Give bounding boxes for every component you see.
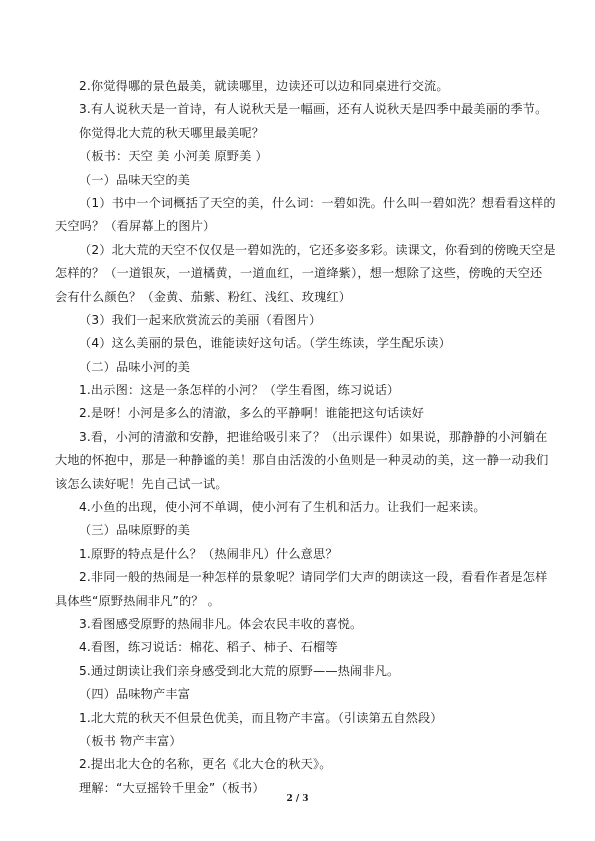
text-line: 2.是呀！小河是多么的清澈，多么的平静啊！谁能把这句话读好: [79, 406, 425, 421]
text-line: （一）品味天空的美: [79, 172, 191, 187]
text-line: 1.原野的特点是什么？（热闹非凡）什么意思？: [79, 546, 338, 561]
text-line: （三）品味原野的美: [79, 523, 191, 538]
text-line: 2.非同一般的热闹是一种怎样的景象呢？请同学们大声的朗读这一段，看看作者是怎样: [79, 570, 548, 585]
text-line: （四）品味物产丰富: [79, 687, 191, 702]
text-line: 3.看，小河的清澈和安静，把谁给吸引来了？（出示课件）如果说，那静静的小河躺在: [79, 429, 548, 444]
text-line: 你觉得北大荒的秋天哪里最美呢？: [79, 125, 265, 140]
text-line: （4）这么美丽的景色，谁能读好这句话。（学生练读，学生配乐读）: [79, 336, 451, 351]
text-line: 理解：“大豆摇铃千里金”（板书）: [79, 780, 265, 795]
text-line: 2.提出北大仓的名称，更名《北大仓的秋天》。: [79, 757, 332, 772]
text-line: 5.通过朗读让我们亲身感受到北大荒的原野——热闹非凡。: [79, 663, 400, 678]
text-line: 具体些“原野热闹非凡”的？ 。: [55, 593, 221, 608]
text-line: 大地的怀抱中，那是一种静谧的美！那自由活泼的小鱼则是一种灵动的美，这一静一动我们: [55, 453, 549, 468]
text-line: 1.北大荒的秋天不但景色优美，而且物产丰富。（引读第五自然段）: [79, 710, 443, 725]
text-line: 怎样的？（一道银灰，一道橘黄，一道血红，一道绛紫），想一想除了这些，傍晚的天空还: [55, 266, 543, 281]
text-line: （1）书中一个词概括了天空的美，什么词：一碧如洗。什么叫一碧如洗？想看看这样的: [79, 195, 556, 210]
text-line: （3）我们一起来欣赏流云的美丽（看图片）: [79, 312, 322, 327]
text-line: 该怎么读好呢！先自己试一试。: [55, 476, 228, 491]
text-line: （二）品味小河的美: [79, 359, 191, 374]
text-line: （板书 物产丰富）: [79, 733, 182, 748]
text-line: （2）北大荒的天空不仅仅是一碧如洗的，它还多姿多彩。读课文，你看到的傍晚天空是: [79, 242, 556, 257]
text-line: 1.出示图：这是一条怎样的小河？（学生看图，练习说话）: [79, 383, 400, 398]
text-line: 4.小鱼的出现，使小河不单调，使小河有了生机和活力。让我们一起来读。: [79, 500, 486, 515]
document-body: [55, 75, 556, 800]
text-line: 天空吗？（看屏幕上的图片）: [55, 219, 216, 234]
page-number: 2 / 3: [286, 794, 309, 804]
text-line: 会有什么颜色？（金黄、茄紫、粉红、浅红、玫瑰红）: [55, 289, 352, 304]
text-line: 3.看图感受原野的热闹非凡。体会农民丰收的喜悦。: [79, 616, 363, 631]
text-line: 3.有人说秋天是一首诗，有人说秋天是一幅画，还有人说秋天是四季中最美丽的季节。: [79, 102, 548, 117]
text-line: 4.看图，练习说话：棉花、稻子、柿子、石榴等: [79, 640, 338, 655]
text-line: 2.你觉得哪的景色最美，就读哪里，边读还可以边和同桌进行交流。: [79, 79, 449, 93]
text-line: （板书：天空 美 小河美 原野美 ）: [79, 149, 268, 164]
